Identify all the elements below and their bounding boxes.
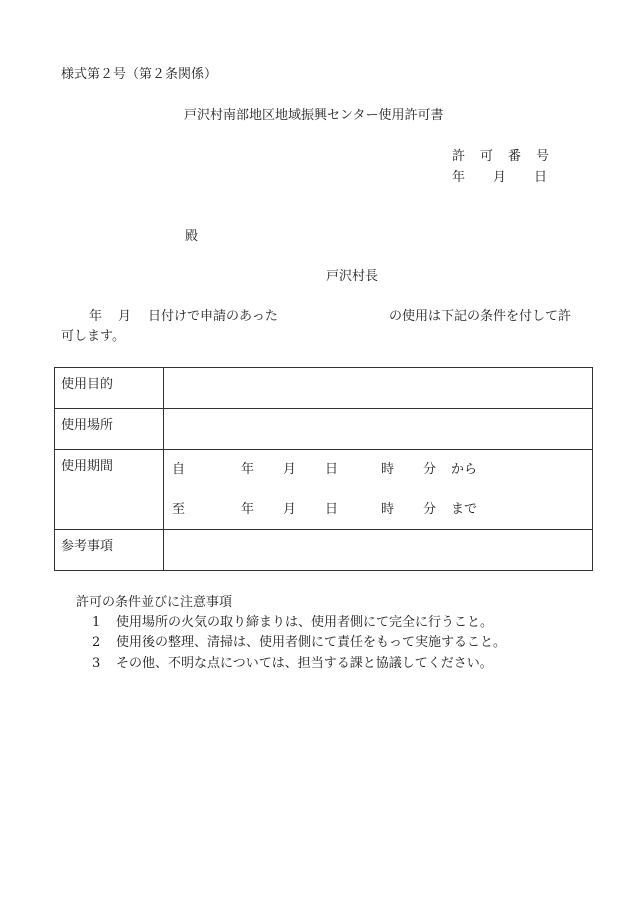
purpose-value (164, 368, 593, 409)
body-year: 年 (89, 309, 103, 324)
permit-char: 号 (536, 149, 550, 164)
period-day: 日 (325, 462, 339, 477)
issuer: 戸沢村長 (326, 269, 379, 284)
period-hour: 時 (381, 462, 395, 477)
reference-label: 参考事項 (55, 530, 164, 571)
list-item (92, 656, 493, 672)
table-row (55, 530, 593, 571)
period-from: 自 (172, 462, 186, 477)
period-to-suffix: まで (451, 502, 478, 517)
note-text: 使用場所の火気の取り締まりは、使用者側にて完全に行うこと。 (116, 615, 494, 630)
body-month: 月 (118, 309, 132, 324)
period-value (164, 450, 593, 530)
permit-number-label (452, 149, 549, 165)
body-day-text: 日付けで申請のあった (148, 309, 278, 324)
body-text-line2: 可します。 (61, 329, 125, 344)
period-hour: 時 (381, 502, 395, 517)
period-month: 月 (283, 502, 297, 517)
permit-char: 可 (480, 149, 494, 164)
year-label: 年 (452, 170, 466, 185)
period-from-suffix: から (451, 462, 478, 477)
permit-char: 番 (508, 149, 522, 164)
reference-value (164, 530, 593, 571)
permit-char: 許 (452, 149, 466, 164)
period-day: 日 (325, 502, 339, 517)
note-number: 2 (92, 635, 101, 650)
period-year: 年 (241, 462, 255, 477)
note-number: 3 (92, 656, 101, 671)
table-row (55, 450, 593, 530)
form-number: 様式第２号（第２条関係） (61, 67, 218, 82)
note-number: 1 (92, 615, 101, 630)
note-text: 使用後の整理、清掃は、使用者側にて責任をもって実施すること。 (116, 635, 507, 650)
permit-details-table (54, 367, 593, 571)
period-to: 至 (172, 502, 186, 517)
addressee-suffix: 殿 (185, 229, 199, 244)
period-minute: 分 (423, 502, 437, 517)
period-month: 月 (283, 462, 297, 477)
table-row (55, 368, 593, 409)
document-title: 戸沢村南部地区地域振興センター使用許可書 (184, 108, 444, 123)
month-label: 月 (493, 170, 507, 185)
period-year: 年 (241, 502, 255, 517)
body-use-text: の使用は下記の条件を付して許 (389, 309, 572, 324)
notes-heading: 許可の条件並びに注意事項 (76, 595, 233, 610)
list-item (92, 615, 493, 631)
period-minute: 分 (423, 462, 437, 477)
purpose-label: 使用目的 (55, 368, 164, 409)
table-row (55, 409, 593, 450)
place-value (164, 409, 593, 450)
day-label: 日 (534, 170, 548, 185)
place-label: 使用場所 (55, 409, 164, 450)
period-label: 使用期間 (55, 450, 164, 530)
note-text: その他、不明な点については、担当する課と協議してください。 (116, 656, 493, 671)
issue-date (452, 170, 547, 186)
list-item (92, 635, 506, 651)
